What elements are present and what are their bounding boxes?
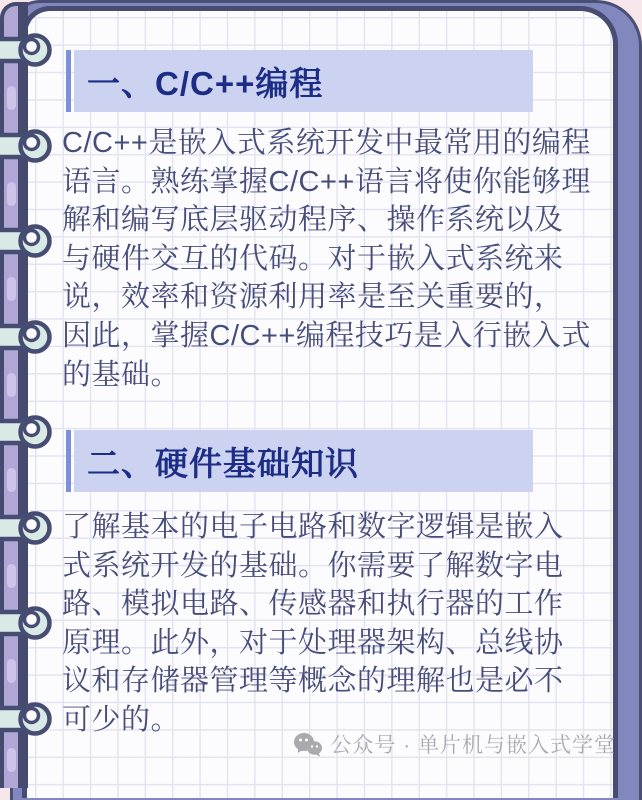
section-1-text-line: 语言。熟练掌握C/C++语言将使你能够理 (62, 165, 591, 198)
watermark-text: 公众号 · 单片机与嵌入式学堂 (330, 734, 616, 757)
section-2-text-line: 路、模拟电路、传感器和执行器的工作 (62, 588, 564, 621)
section-1-paragraph (62, 124, 591, 394)
section-2-heading: 二、硬件基础知识 (74, 430, 533, 492)
wechat-icon (293, 732, 323, 757)
section-2-text-line: 原理。此外，对于处理器架构、总线协 (62, 626, 564, 659)
section-1-text-line: C/C++是嵌入式系统开发中最常用的编程 (62, 127, 591, 159)
section-2-accent-line (66, 430, 71, 492)
section-2-text-line: 式系统开发的基础。你需要了解数字电 (62, 549, 564, 582)
section-2-paragraph (62, 508, 564, 740)
section-2-text-line: 可少的。 (62, 703, 181, 736)
watermark (293, 729, 616, 759)
section-2-text-line: 了解基本的电子电路和数字逻辑是嵌入 (62, 511, 564, 543)
section-1-text-line: 与硬件交互的代码。对于嵌入式系统来 (62, 242, 564, 275)
section-1-text-line: 解和编写底层驱动程序、操作系统以及 (62, 204, 564, 237)
section-1-heading: 一、C/C++编程 (74, 50, 533, 112)
section-1-text-line: 的基础。 (62, 358, 181, 391)
section-2-text-line: 议和存储器管理等概念的理解也是必不 (62, 665, 564, 698)
section-1-accent-line (66, 50, 71, 112)
section-1-text-line: 因此，掌握C/C++编程技巧是入行嵌入式 (62, 319, 591, 352)
section-1-text-line: 说，效率和资源利用率是至关重要的， (62, 281, 564, 314)
